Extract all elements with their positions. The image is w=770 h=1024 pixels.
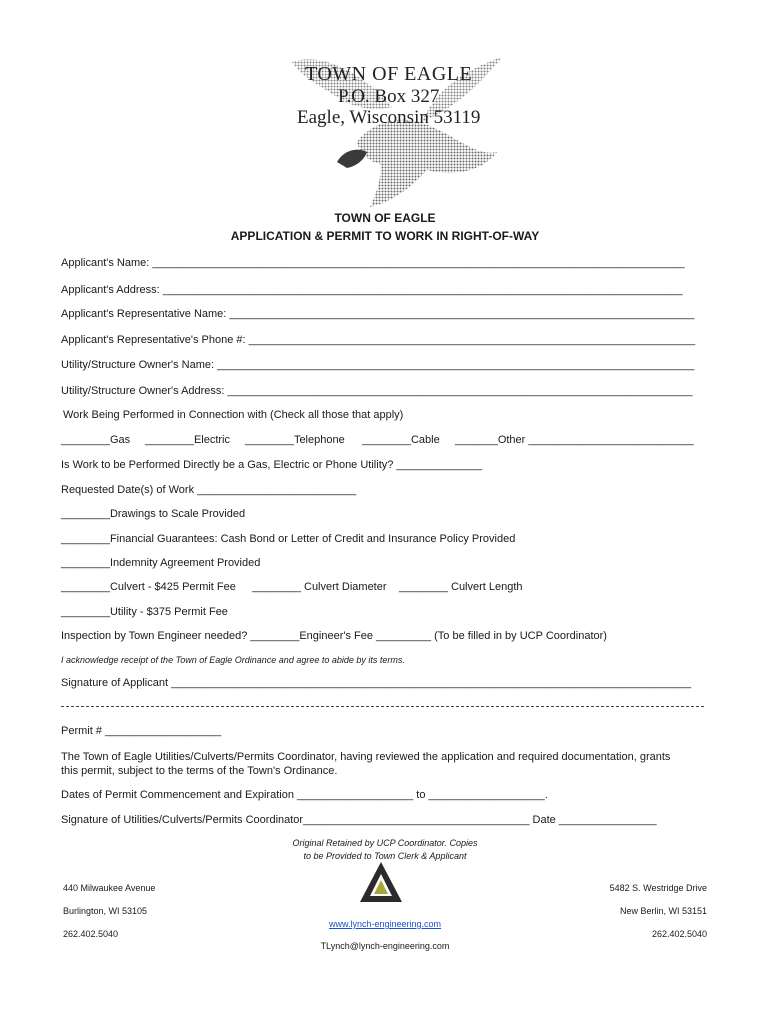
form-heading-town: TOWN OF EAGLE: [334, 211, 436, 225]
inspection-field[interactable]: Inspection by Town Engineer needed? ________Engineer's Fee _________ (To be filled in by UCP Coordinator): [61, 630, 607, 642]
check-gas[interactable]: ________Gas: [61, 434, 131, 446]
owner-address-field[interactable]: Utility/Structure Owner's Address: ____________________________________________________________________________: [61, 385, 693, 397]
coordinator-statement-line2: this permit, subject to the terms of the Town's Ordinance.: [61, 765, 338, 777]
check-indemnity[interactable]: ________Indemnity Agreement Provided: [61, 557, 261, 569]
check-cable[interactable]: ________Cable: [362, 434, 440, 446]
check-drawings[interactable]: ________Drawings to Scale Provided: [61, 508, 246, 520]
check-utility-fee[interactable]: ________Utility - $375 Permit Fee: [61, 606, 228, 618]
coordinator-statement-line1: The Town of Eagle Utilities/Culverts/Permits Coordinator, having reviewed the application and required documentation, grants: [61, 751, 671, 763]
check-telephone[interactable]: ________Telephone: [245, 434, 345, 446]
representative-phone-field[interactable]: Applicant's Representative's Phone #: _________________________________________________________________________: [61, 334, 696, 346]
check-culvert-fee[interactable]: ________Culvert - $425 Permit Fee: [61, 581, 236, 593]
form-heading-title: APPLICATION & PERMIT TO WORK IN RIGHT-OF-WAY: [230, 229, 540, 243]
footer-right-address: 5482 S. Westridge Drive: [609, 883, 707, 893]
footer-left-address: 440 Milwaukee Avenue: [63, 883, 156, 893]
footer-website[interactable]: [0, 919, 770, 929]
retained-note-line2: to be Provided to Town Clerk & Applicant: [303, 851, 467, 861]
utility-question-field[interactable]: Is Work to be Performed Directly be a Gas, Electric or Phone Utility? ______________: [61, 459, 483, 471]
section-divider: [61, 706, 704, 707]
work-connection-label: Work Being Performed in Connection with (Check all those that apply): [63, 409, 404, 421]
acknowledgement-text: I acknowledge receipt of the Town of Eagle Ordinance and agree to abide by its terms.: [61, 655, 405, 665]
retained-note-line1: Original Retained by UCP Coordinator. Copies: [292, 838, 478, 848]
culvert-diameter-field[interactable]: ________ Culvert Diameter: [252, 581, 387, 593]
letterhead-city: Eagle, Wisconsin 53119: [297, 107, 481, 128]
applicant-address-field[interactable]: Applicant's Address: _____________________________________________________________________________________: [61, 284, 683, 296]
permit-dates-field[interactable]: Dates of Permit Commencement and Expiration ___________________ to ___________________.: [61, 789, 548, 801]
website-link[interactable]: www.lynch-engineering.com: [328, 919, 442, 929]
lynch-logo-icon: [358, 860, 404, 904]
footer-right-city: New Berlin, WI 53151: [619, 906, 707, 916]
letterhead-po-box: P.O. Box 327: [338, 86, 440, 107]
check-financial[interactable]: ________Financial Guarantees: Cash Bond or Letter of Credit and Insurance Policy Provided: [61, 533, 516, 545]
permit-number-field[interactable]: Permit # ___________________: [61, 725, 222, 737]
footer-right-phone: 262.402.5040: [651, 929, 707, 939]
culvert-length-field[interactable]: ________ Culvert Length: [399, 581, 523, 593]
check-other[interactable]: _______Other ___________________________: [455, 434, 694, 446]
footer-left-phone: 262.402.5040: [63, 929, 119, 939]
footer-left-city: Burlington, WI 53105: [63, 906, 148, 916]
representative-name-field[interactable]: Applicant's Representative Name: ____________________________________________________________________________: [61, 308, 695, 320]
applicant-signature-field[interactable]: Signature of Applicant _____________________________________________________________________________________: [61, 677, 692, 689]
letterhead-title: TOWN OF EAGLE: [305, 63, 473, 85]
requested-dates-field[interactable]: Requested Date(s) of Work __________________________: [61, 484, 357, 496]
coordinator-signature-field[interactable]: Signature of Utilities/Culverts/Permits Coordinator_____________________________________ Date ________________: [61, 814, 657, 826]
footer-email[interactable]: TLynch@lynch-engineering.com: [320, 941, 450, 951]
check-electric[interactable]: ________Electric: [145, 434, 231, 446]
applicant-name-field[interactable]: Applicant's Name: _______________________________________________________________________________________: [61, 257, 685, 269]
owner-name-field[interactable]: Utility/Structure Owner's Name: ______________________________________________________________________________: [61, 359, 695, 371]
